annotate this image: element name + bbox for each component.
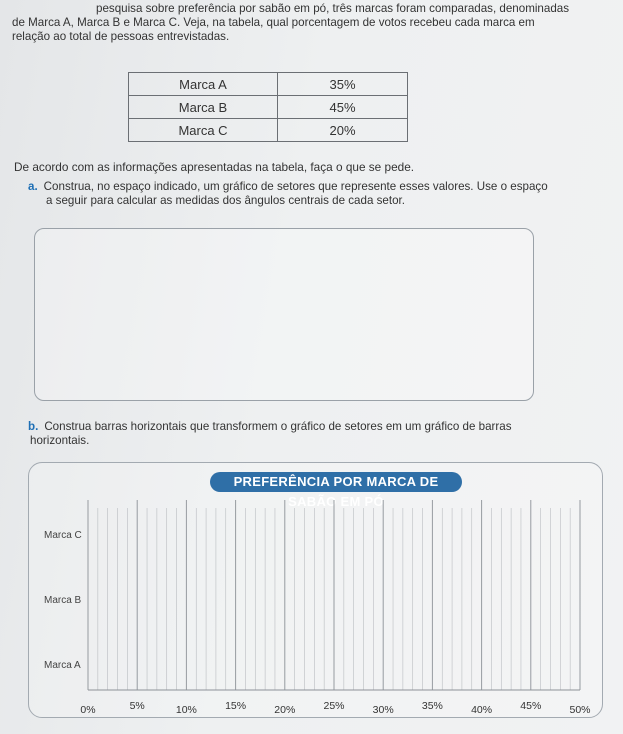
row-label-marca-c: Marca C [44, 530, 82, 541]
item-b-line-2: horizontais. [30, 434, 90, 447]
x-tick-label: 45% [520, 700, 542, 712]
instruction-text: De acordo com as informações apresentadas na tabela, faça o que se pede. [14, 160, 415, 174]
table-cell-value: 35% [278, 73, 408, 96]
x-tick-label: 35% [421, 700, 443, 712]
x-tick-label: 40% [471, 704, 493, 716]
table-cell-brand: Marca B [129, 96, 278, 119]
x-tick-label: 5% [129, 700, 145, 712]
x-tick-label: 25% [323, 700, 345, 712]
x-tick-label: 20% [274, 704, 296, 716]
x-tick-label: 30% [372, 704, 394, 716]
item-a-line-1: Construa, no espaço indicado, um gráfico de setores que represente esses valores. Use o espaço [43, 180, 548, 193]
x-tick-label: 15% [225, 700, 247, 712]
x-tick-label: 50% [569, 704, 591, 716]
table-cell-value: 20% [278, 119, 408, 142]
item-a-bullet: a. [28, 180, 38, 193]
table-cell-brand: Marca C [129, 119, 278, 142]
table-cell-value: 45% [278, 96, 408, 119]
row-label-marca-b: Marca B [44, 595, 82, 606]
item-a-line-2: a seguir para calcular as medidas dos ângulos centrais de cada setor. [46, 194, 405, 207]
x-tick-label: 10% [175, 704, 197, 716]
table-cell-brand: Marca A [129, 73, 278, 96]
intro-line-3: relação ao total de pessoas entrevistadas. [12, 30, 230, 43]
chart-title: PREFERÊNCIA POR MARCA DE SABÃO EM PÓ [210, 472, 462, 492]
item-b-line-1: Construa barras horizontais que transformem o gráfico de setores em um gráfico de barras [44, 420, 512, 433]
intro-line-1: pesquisa sobre preferência por sabão em pó, três marcas foram comparadas, denominadas [96, 2, 570, 15]
intro-line-2: de Marca A, Marca B e Marca C. Veja, na tabela, qual porcentagem de votos recebeu cada marca em [12, 16, 535, 29]
row-label-marca-a: Marca A [44, 660, 81, 671]
x-tick-label: 0% [80, 704, 96, 716]
item-b-bullet: b. [28, 420, 39, 433]
